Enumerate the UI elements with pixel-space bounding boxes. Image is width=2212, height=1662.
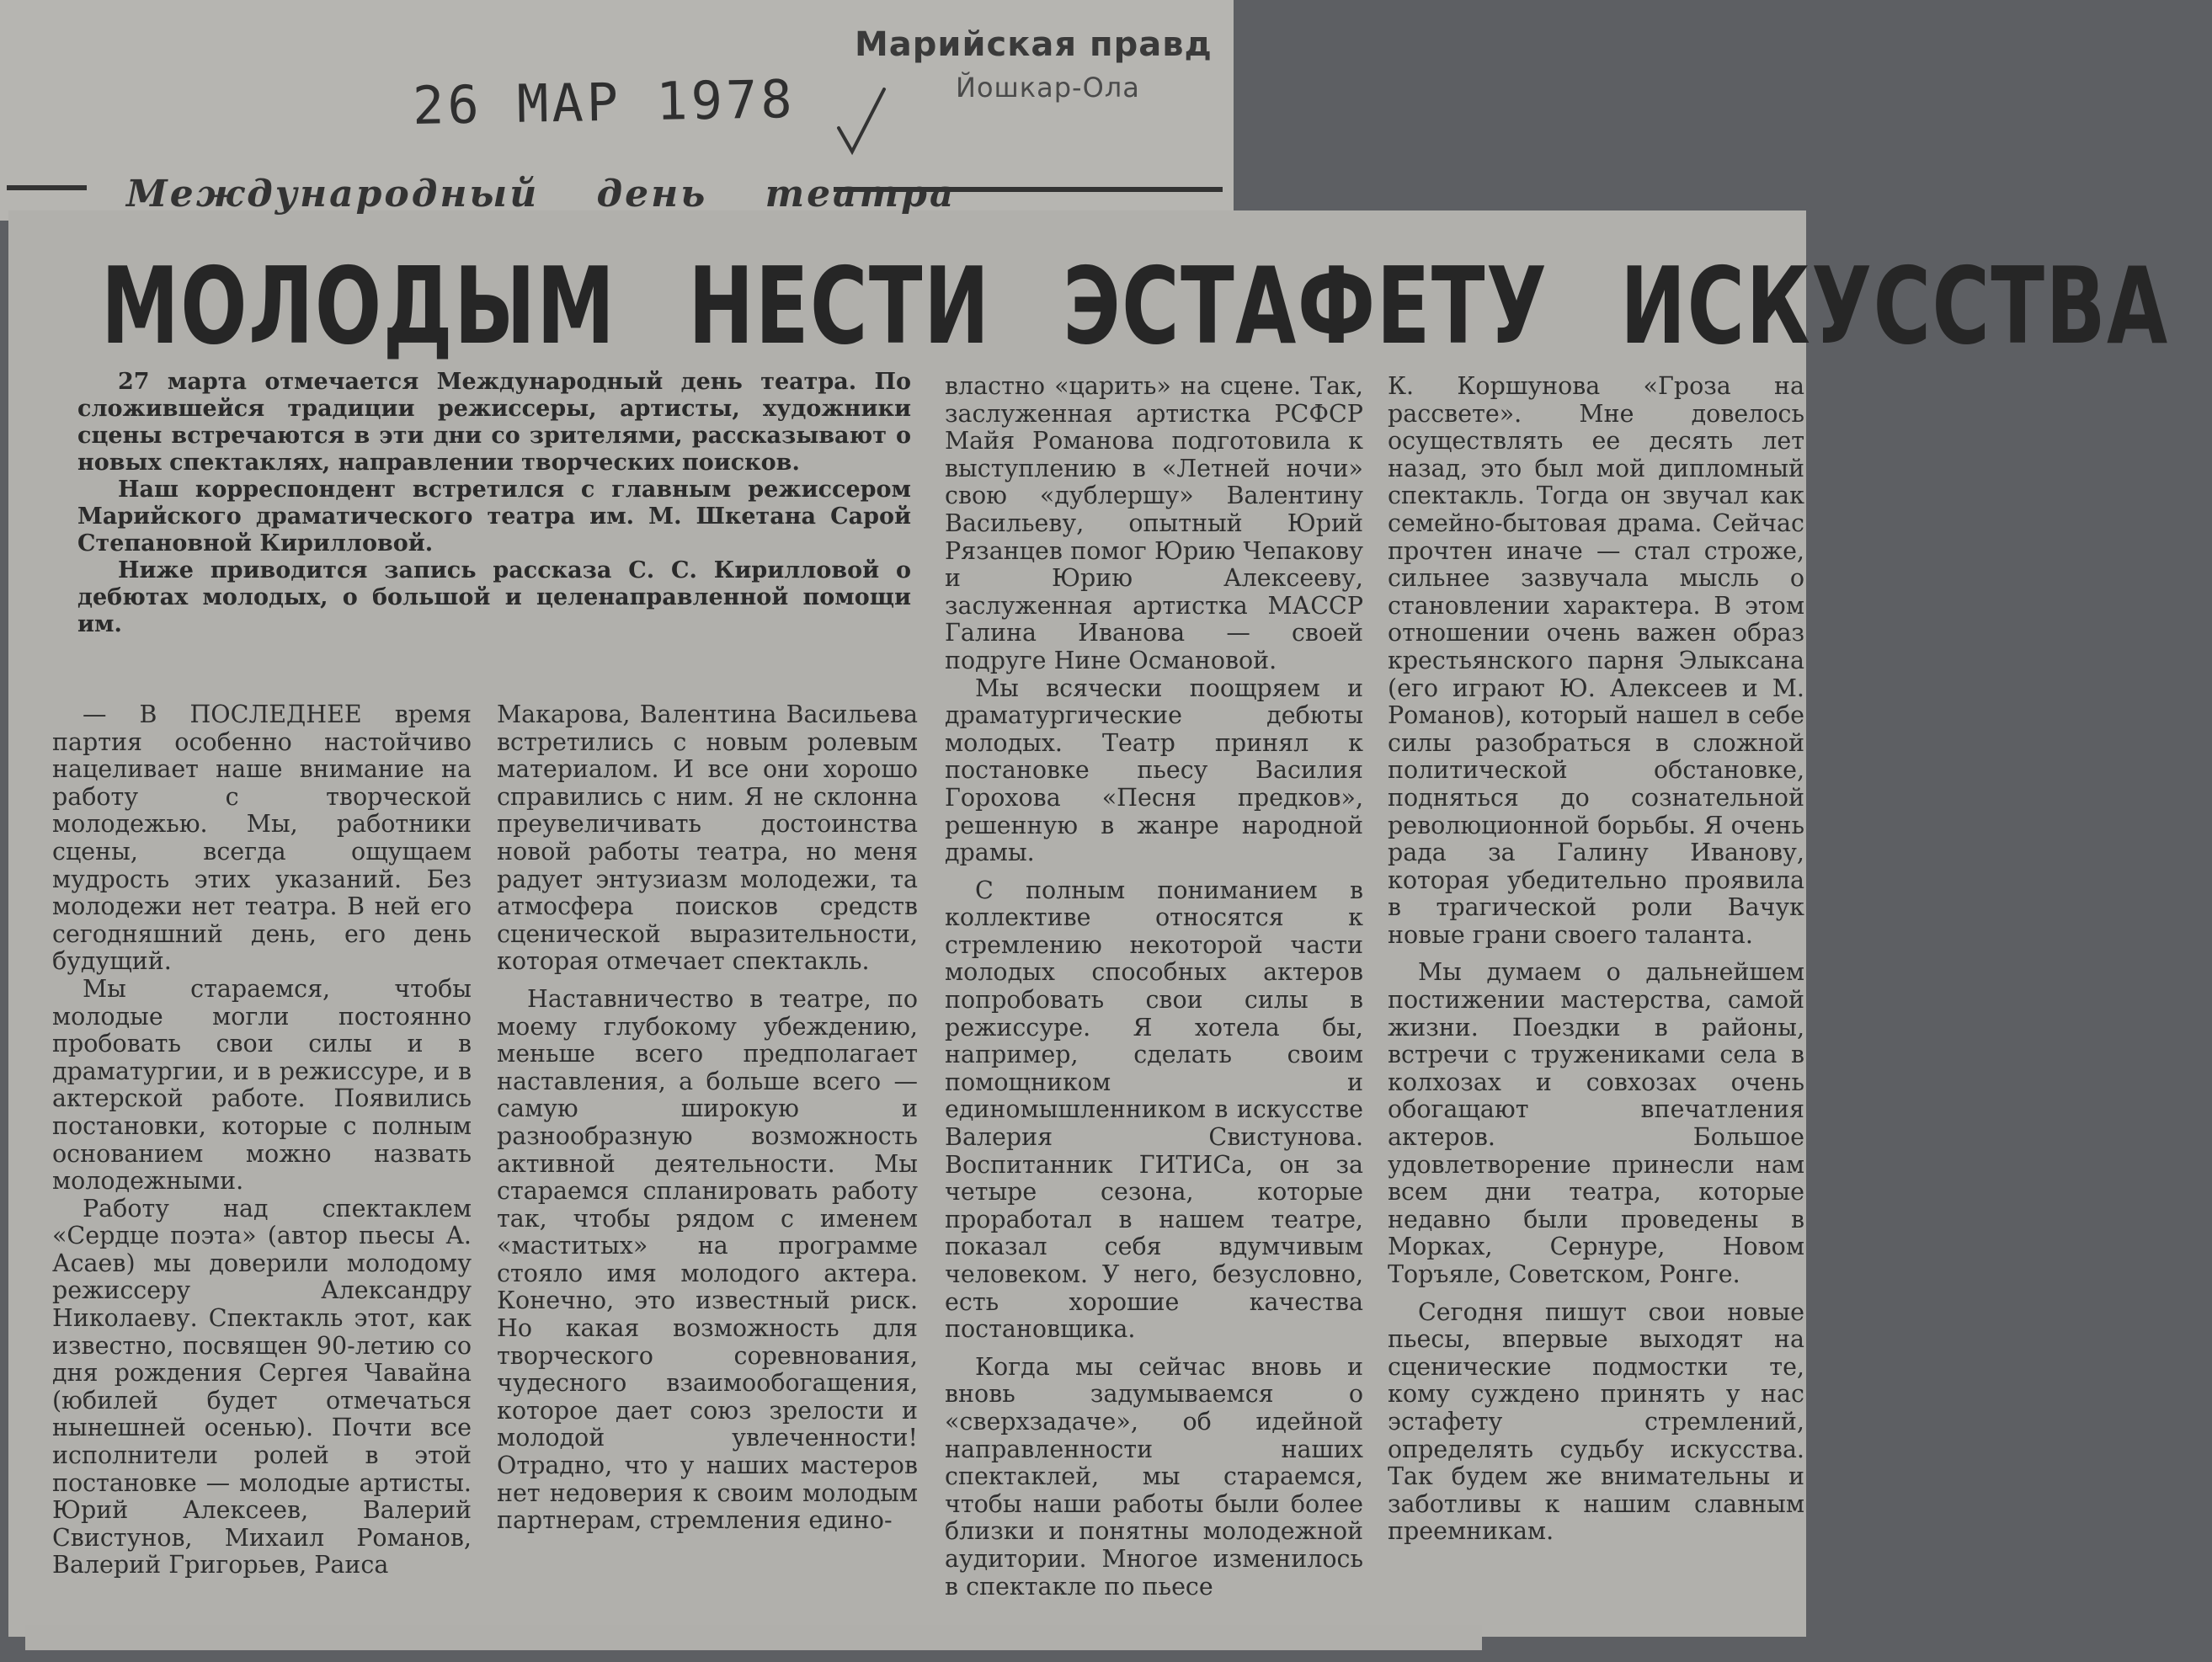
- body-paragraph: Когда мы сейчас вновь и вновь задумываемся о «сверхзадаче», об идейной направленности наших спектаклей, мы стараемся, чтобы наши работы были более близки и понятны молодежной аудитории. Многое изменилось в спектакле по пьесе: [945, 1352, 1363, 1601]
- newspaper-city: Йошкар-Ола: [956, 72, 1140, 104]
- body-paragraph: Макарова, Валентина Васильева встретились с новым ролевым материалом. И все они хорошо справились с ним. Я не склонна преувеличивать достоинства новой работы театра, но меня радует энтузиазм молодежи, та атмосфера поисков средств сценической выразительности, которая отмечает спектакль.: [497, 700, 918, 976]
- clipping-bottom-edge: [25, 1625, 1482, 1650]
- section-rubric: [126, 173, 998, 216]
- article-column-1: [52, 701, 472, 1579]
- lead-paragraph: Наш корреспондент встретился с главным режиссером Марийского драматического театра им. М. Шкетана Сарой Степановной Кирилловой.: [77, 477, 911, 557]
- article-column-3: [945, 373, 1363, 1601]
- body-paragraph: Наставничество в театре, по моему глубокому убеждению, меньше всего предполагает наставления, а больше всего — самую широкую и разнообразную возможность активной деятельности. Мы стараемся спланировать работу так, чтобы рядом с именем «маститых» на программе стояло имя молодого актера. Конечно, это известный риск. Но какая возможность для творческого соревнования, чудесного взаимообогащения, которое дает союз зрелости и молодой увлеченности! Отрадно, что у наших мастеров нет недоверия к своим молодым партнерам, стремления едино-: [497, 984, 918, 1535]
- headline-word: МОЛОДЫМ: [101, 244, 616, 368]
- rubric-word: Международный: [126, 173, 540, 216]
- lead-paragraph: 27 марта отмечается Международный день театра. По сложившейся традиции режиссеры, артисты, художники сцены встречаются в эти дни со зрителями, рассказывают о новых спектаклях, направлении творческих поисков.: [77, 369, 911, 476]
- article-lead: [77, 369, 911, 638]
- rubric-word: день: [596, 173, 708, 216]
- checkmark-icon: [834, 84, 893, 160]
- body-paragraph: К. Коршунова «Гроза на рассвете». Мне довелось осуществлять ее десять лет назад, это был мой дипломный спектакль. Тогда он звучал как семейно-бытовая драма. Сейчас прочтен иначе — стал строже, сильнее зазвучала мысль о становлении характера. В этом отношении очень важен образ крестьянского парня Элыксана (его играют Ю. Алексеев и М. Романов), который нашел в себе силы разобраться в сложной политической обстановке, подняться до сознательной революционной борьбы. Я очень рада за Галину Иванову, которая убедительно проявила в трагической роли Вачук новые грани своего таланта.: [1388, 372, 1804, 949]
- newspaper-name: Марийская правд: [855, 25, 1213, 64]
- body-paragraph: Мы стараемся, чтобы молодые могли постоянно пробовать свои силы и в драматургии, и в режиссуре, и в актерской работе. Появились постановки, которые с полным основанием можно назвать молодежными.: [52, 974, 472, 1196]
- body-paragraph: — В ПОСЛЕДНЕЕ время партия особенно настойчиво нацеливает наше внимание на работу с творческой молодежью. Мы, работники сцены, всегда ощущаем мудрость этих указаний. Без молодежи нет театра. В ней его сегодняшний день, его день будущий.: [52, 700, 472, 976]
- date-stamp: 26 МАР 1978: [412, 68, 797, 136]
- lead-paragraph: Ниже приводится запись рассказа С. С. Кирилловой о дебютах молодых, о большой и целенаправленной помощи им.: [77, 557, 911, 637]
- rubric-rule-left: [7, 185, 87, 190]
- headline-word: НЕСТИ: [688, 244, 991, 368]
- body-paragraph: С полным пониманием в коллективе относятся к стремлению некоторой части молодых способных актеров попробовать свои силы в режиссуре. Я хотела бы, например, сделать своим помощником и единомышленником в искусстве Валерия Свистунова. Воспитанник ГИТИСа, он за четыре сезона, которые проработал в нашем театре, показал себя вдумчивым человеком. У него, безусловно, есть хорошие качества постановщика.: [945, 876, 1363, 1344]
- article-column-4: [1388, 373, 1804, 1546]
- body-paragraph: властно «царить» на сцене. Так, заслуженная артистка РСФСР Майя Романова подготовила к выступлению в «Летней ночи» свою «дублершу» Валентину Васильеву, опытный Юрий Рязанцев помог Юрию Чепакову и Юрию Алексееву, заслуженная артистка МАССР Галина Иванова — своей подруге Нине Османовой.: [945, 372, 1363, 674]
- headline-word: ЭСТАФЕТУ: [1063, 244, 1548, 368]
- headline-word: ИСКУССТВА: [1620, 244, 2169, 368]
- rubric-word: театра: [765, 173, 957, 216]
- article-headline: [101, 244, 2169, 368]
- article-column-2: [497, 701, 918, 1535]
- body-paragraph: Сегодня пишут свои новые пьесы, впервые выходят на сценические подмостки те, кому суждено принять у нас эстафету стремлений, определять судьбу искусства. Так будем же внимательны и заботливы к нашим славным преемникам.: [1388, 1297, 1804, 1546]
- body-paragraph: Мы думаем о дальнейшем постижении мастерства, самой жизни. Поездки в районы, встречи с тружениками села в колхозах и совхозах очень обогащают впечатления актеров. Большое удовлетворение принесли нам всем дни театра, которые недавно были проведены в Морках, Сернуре, Новом Торъяле, Советском, Ронге.: [1388, 958, 1804, 1288]
- body-paragraph: Мы всячески поощряем и драматургические дебюты молодых. Театр принял к постановке пьесу Василия Горохова «Песня предков», решенную в жанре народной драмы.: [945, 674, 1363, 867]
- body-paragraph: Работу над спектаклем «Сердце поэта» (автор пьесы А. Асаев) мы доверили молодому режиссеру Александру Николаеву. Спектакль этот, как известно, посвящен 90-летию со дня рождения Сергея Чавайна (юбилей будет отмечаться нынешней осенью). Почти все исполнители ролей в этой постановке — молодые артисты. Юрий Алексеев, Валерий Свистунов, Михаил Романов, Валерий Григорьев, Раиса: [52, 1194, 472, 1579]
